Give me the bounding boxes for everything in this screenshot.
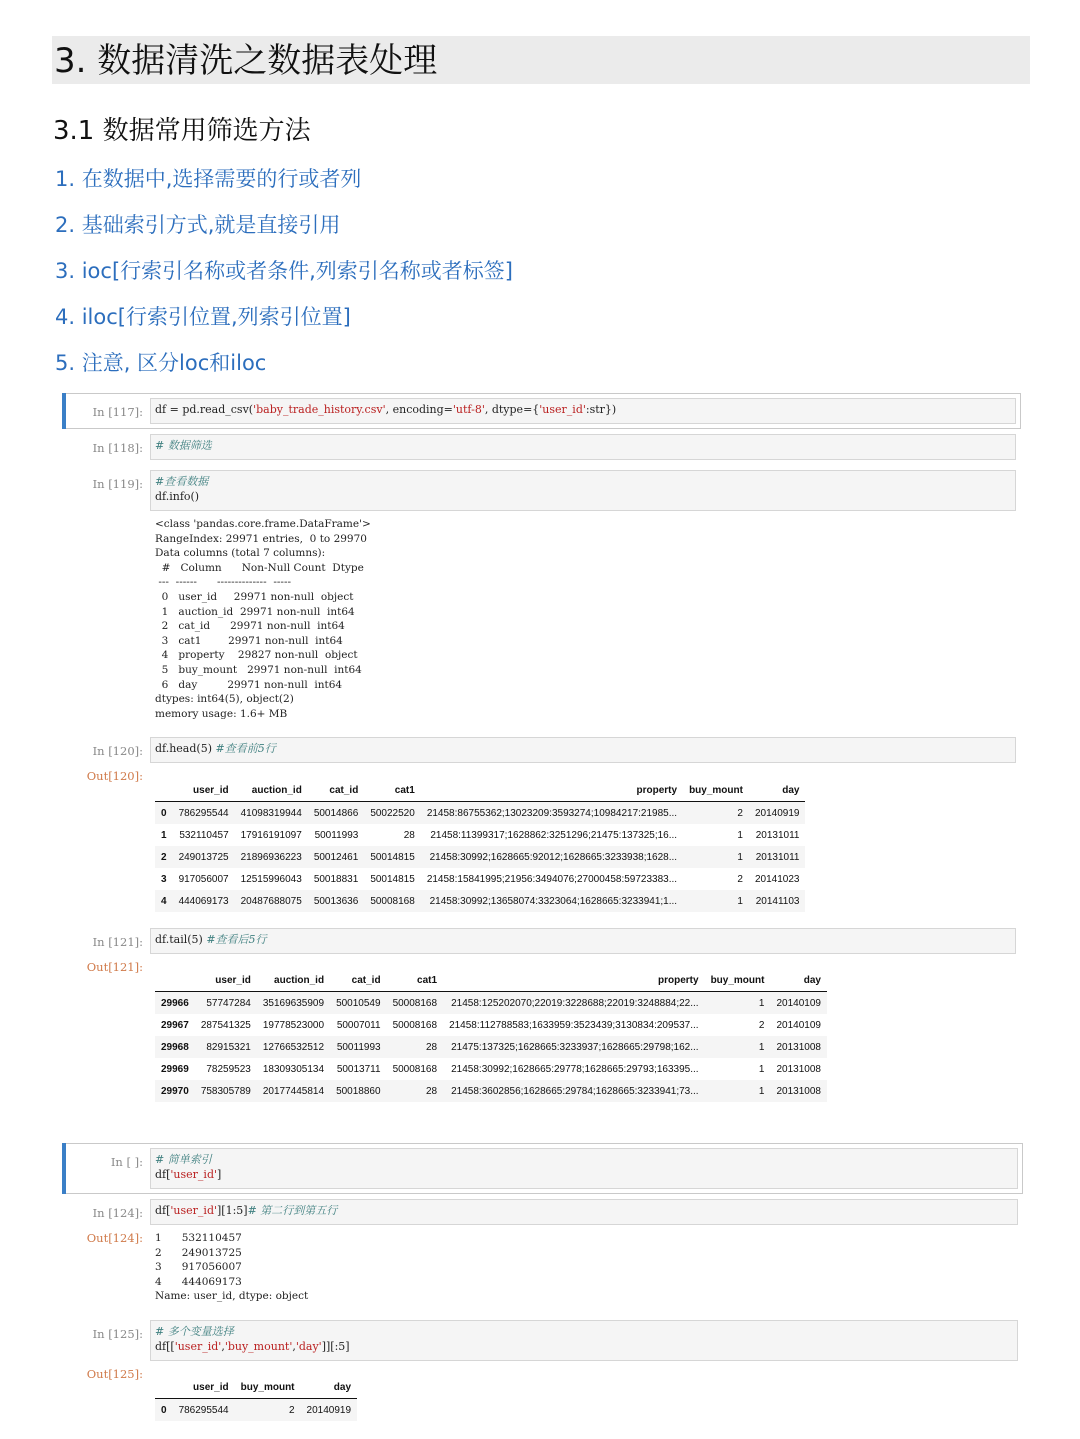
list-item: 5. 注意, 区分loc和iloc (55, 351, 267, 375)
table-cell: 18309305134 (262, 1063, 325, 1075)
table-cell: 21458:3602856;1628665:29784;1628665:3233941;73... (451, 1085, 699, 1097)
table-cell: 786295544 (178, 807, 229, 819)
column-header: property (636, 784, 678, 796)
row-index: 29969 (161, 1063, 189, 1075)
code-string: 'buy_mount' (224, 1340, 293, 1353)
table-cell: 50014815 (370, 851, 415, 863)
table-cell: 21458:86755362;13023209:3593274;10984217:21985... (426, 807, 678, 819)
table-row (155, 1014, 827, 1036)
input-prompt: In [120]: (92, 744, 143, 758)
table-header-row (155, 779, 805, 802)
column-header: day (782, 784, 800, 796)
table-cell: 20487688075 (240, 895, 302, 907)
table-cell: 20141103 (755, 895, 800, 907)
code-text: df.info() (155, 490, 200, 503)
table-cell: 917056007 (178, 873, 229, 885)
code-editor[interactable] (150, 928, 1016, 954)
code-text: , encoding= (385, 403, 453, 416)
code-comment: #查看数据 (155, 475, 209, 488)
code-text: , (221, 1340, 225, 1353)
code-text: ][1:5] (217, 1204, 248, 1217)
table-cell: 28 (403, 829, 415, 841)
code-comment: # 简单索引 (155, 1153, 212, 1166)
table-cell: 20131008 (776, 1085, 821, 1097)
table-cell: 1 (737, 829, 743, 841)
code-text: :str}) (585, 403, 617, 416)
table-header-row (155, 1376, 357, 1399)
row-index: 29967 (161, 1019, 189, 1031)
table-row (155, 890, 805, 912)
table-cell: 50010549 (336, 997, 381, 1009)
page-title: 3. 数据清洗之数据表处理 (52, 36, 1030, 84)
table-cell: 21458:15841995;21956:3494076;27000458:59723383... (426, 873, 678, 885)
table-cell: 50014866 (313, 807, 359, 819)
row-index: 29970 (161, 1085, 189, 1097)
input-prompt: In [ ]: (110, 1155, 143, 1169)
table-cell: 50012461 (313, 851, 359, 863)
table-cell: 20140919 (754, 807, 800, 819)
table-cell: 50018831 (313, 873, 359, 885)
table-cell: 1 (758, 1041, 765, 1053)
table-cell: 532110457 (179, 829, 229, 841)
table-cell: 249013725 (178, 851, 229, 863)
code-editor[interactable] (150, 737, 1016, 763)
code-text: df[ (155, 1204, 171, 1217)
table-cell: 20177445814 (262, 1085, 325, 1097)
table-cell: 21458:30992;13658074:3323064;1628665:3233941;1... (429, 895, 678, 907)
table-cell: 12766532512 (262, 1041, 325, 1053)
table-cell: 1 (758, 1063, 765, 1075)
table-row (155, 1399, 357, 1422)
table-cell: 28 (425, 1041, 438, 1053)
column-header (155, 779, 173, 802)
code-string: 'day' (295, 1340, 322, 1353)
code-text: , (292, 1340, 296, 1353)
table-cell: 50013711 (336, 1063, 381, 1075)
input-prompt: In [124]: (92, 1206, 143, 1220)
table-cell: 2 (737, 807, 743, 819)
column-header: buy_mount (689, 784, 743, 796)
dataframe-table (155, 969, 827, 1102)
table-cell: 20131008 (776, 1063, 821, 1075)
row-index: 29968 (161, 1041, 189, 1053)
table-cell: 50018860 (336, 1085, 381, 1097)
table-cell: 50011993 (314, 829, 359, 841)
table-cell: 50008168 (392, 997, 438, 1009)
code-editor[interactable] (150, 1199, 1018, 1225)
column-header: auction_id (251, 784, 302, 796)
table-row (155, 1036, 827, 1058)
table-cell: 50008168 (392, 1063, 438, 1075)
table-cell: 444069173 (178, 895, 229, 907)
column-header: day (333, 1381, 352, 1393)
table-cell: 2 (758, 1019, 765, 1031)
row-index: 2 (161, 851, 167, 863)
column-header: cat1 (417, 974, 438, 986)
table-cell: 1 (758, 1085, 765, 1097)
table-cell: 20140919 (306, 1404, 352, 1416)
table-row (155, 992, 827, 1015)
table-cell: 1 (737, 895, 743, 907)
row-index: 0 (161, 1404, 167, 1416)
code-comment: #查看后5行 (206, 933, 267, 946)
column-header: property (658, 974, 699, 986)
code-text: df[ (155, 1168, 171, 1181)
table-cell: 20141023 (754, 873, 800, 885)
table-cell: 50011993 (336, 1041, 381, 1053)
code-comment: # 多个变量选择 (155, 1325, 234, 1338)
column-header: user_id (215, 974, 251, 986)
output-prompt: Out[124]: (86, 1231, 143, 1245)
table-cell: 57747284 (206, 997, 251, 1009)
table-row (155, 824, 805, 846)
code-editor[interactable] (150, 470, 1016, 511)
dataframe-table (155, 1376, 357, 1421)
input-prompt: In [125]: (92, 1327, 143, 1341)
list-item: 1. 在数据中,选择需要的行或者列 (55, 167, 362, 191)
code-text: df = pd.read_csv( (155, 403, 254, 416)
cell-output-text: <class 'pandas.core.frame.DataFrame'> RangeIndex: 29971 entries, 0 to 29970 Data columns (total 7 columns): # Column Non-Null Count Dtype --- ------ -------------- ----- 0 user_id 29971 non-null object 1 auction_id 29971 non-null int64 2 cat_id 29971 non-null int64 3 cat1 29971 non-null int64 4 property 29827 non-null object 5 buy_mount 29971 non-null int64 6 day 29971 non-null int64 dtypes: int64(5), object(2) memory usage: 1.6+ MB (155, 518, 371, 720)
code-string: 'user_id' (170, 1168, 218, 1181)
table-cell: 2 (288, 1404, 295, 1416)
code-text: , dtype={ (484, 403, 540, 416)
column-header: cat1 (394, 784, 415, 796)
table-cell: 50022520 (370, 807, 415, 819)
table-header-row (155, 969, 827, 992)
table-row (155, 846, 805, 868)
code-comment: # 数据筛选 (155, 439, 212, 452)
section-title: 3.1 数据常用筛选方法 (53, 116, 311, 146)
table-row (155, 868, 805, 890)
table-cell: 19778523000 (262, 1019, 325, 1031)
row-index: 4 (161, 895, 167, 907)
dataframe-table (155, 779, 805, 912)
code-text: df[[ (155, 1340, 175, 1353)
table-cell: 20140109 (776, 1019, 821, 1031)
table-cell: 1 (737, 851, 743, 863)
code-string: 'utf-8' (452, 403, 485, 416)
output-prompt: Out[121]: (86, 960, 143, 974)
table-cell: 21458:125202070;22019:3228688;22019:3248884;22... (451, 997, 699, 1009)
table-cell: 20131011 (755, 829, 800, 841)
row-index: 29966 (161, 997, 189, 1009)
list-item: 2. 基础索引方式,就是直接引用 (55, 213, 341, 237)
column-header (155, 1376, 173, 1399)
table-cell: 21458:30992;1628665:92012;1628665:3233938;1628... (429, 851, 678, 863)
list-item: 4. iloc[行索引位置,列索引位置] (55, 305, 351, 329)
column-header: cat_id (351, 974, 381, 986)
table-cell: 20140109 (776, 997, 821, 1009)
code-string: 'user_id' (170, 1204, 218, 1217)
input-prompt: In [118]: (92, 441, 143, 455)
output-prompt: Out[120]: (86, 769, 143, 783)
code-text: ]][:5] (321, 1340, 350, 1353)
table-cell: 12515996043 (240, 873, 302, 885)
row-index: 3 (161, 873, 167, 885)
table-cell: 21475:137325;1628665:3233937;1628665:29798;162... (451, 1041, 699, 1053)
row-index: 1 (161, 829, 167, 841)
table-cell: 21458:11399317;1628862:3251296;21475:137325;16... (430, 829, 678, 841)
table-cell: 50007011 (336, 1019, 381, 1031)
code-string: 'user_id' (539, 403, 586, 416)
table-cell: 21458:30992;1628665:29778;1628665:29793;163395... (451, 1063, 699, 1075)
code-text: ] (217, 1168, 222, 1181)
table-cell: 20131008 (776, 1041, 821, 1053)
table-cell: 20131011 (755, 851, 800, 863)
table-cell: 2 (737, 873, 743, 885)
code-text: df.tail(5) (155, 933, 207, 946)
table-row (155, 802, 805, 825)
table-cell: 786295544 (178, 1404, 229, 1416)
table-cell: 41098319944 (240, 807, 302, 819)
table-cell: 50014815 (370, 873, 415, 885)
column-header: buy_mount (240, 1381, 295, 1393)
table-cell: 50013636 (313, 895, 359, 907)
input-prompt: In [117]: (92, 405, 143, 419)
code-comment: # 第二行到第五行 (247, 1204, 338, 1217)
table-cell: 1 (758, 997, 765, 1009)
column-header: user_id (193, 1381, 229, 1393)
column-header: cat_id (329, 784, 359, 796)
code-string: 'baby_trade_history.csv' (253, 403, 386, 416)
output-prompt: Out[125]: (86, 1367, 143, 1381)
code-editor[interactable] (150, 1320, 1018, 1361)
code-editor[interactable] (150, 1148, 1018, 1189)
row-index: 0 (161, 807, 167, 819)
table-row (155, 1058, 827, 1080)
input-prompt: In [121]: (92, 935, 143, 949)
table-cell: 17916191097 (240, 829, 302, 841)
table-cell: 82915321 (206, 1041, 251, 1053)
table-cell: 28 (425, 1085, 438, 1097)
list-item: 3. ioc[行索引名称或者条件,列索引名称或者标签] (55, 259, 513, 283)
code-editor[interactable] (150, 434, 1016, 460)
column-header: user_id (193, 784, 229, 796)
code-comment: #查看前5行 (215, 742, 276, 755)
table-cell: 758305789 (200, 1085, 251, 1097)
column-header: auction_id (274, 974, 325, 986)
table-cell: 21896936223 (240, 851, 302, 863)
column-header (155, 969, 195, 992)
column-header: day (803, 974, 821, 986)
code-string: 'user_id' (174, 1340, 222, 1353)
code-editor[interactable] (150, 398, 1016, 424)
cell-output-text: 1 532110457 2 249013725 3 917056007 4 444069173 Name: user_id, dtype: object (155, 1232, 309, 1303)
table-cell: 78259523 (206, 1063, 251, 1075)
table-cell: 50008168 (370, 895, 415, 907)
table-cell: 287541325 (200, 1019, 251, 1031)
table-cell: 21458:112788583;1633959:3523439;3130834:209537... (449, 1019, 699, 1031)
table-cell: 35169635909 (262, 997, 325, 1009)
table-row (155, 1080, 827, 1102)
column-header: buy_mount (710, 974, 765, 986)
table-cell: 50008168 (392, 1019, 438, 1031)
input-prompt: In [119]: (92, 477, 143, 491)
code-text: df.head(5) (155, 742, 216, 755)
